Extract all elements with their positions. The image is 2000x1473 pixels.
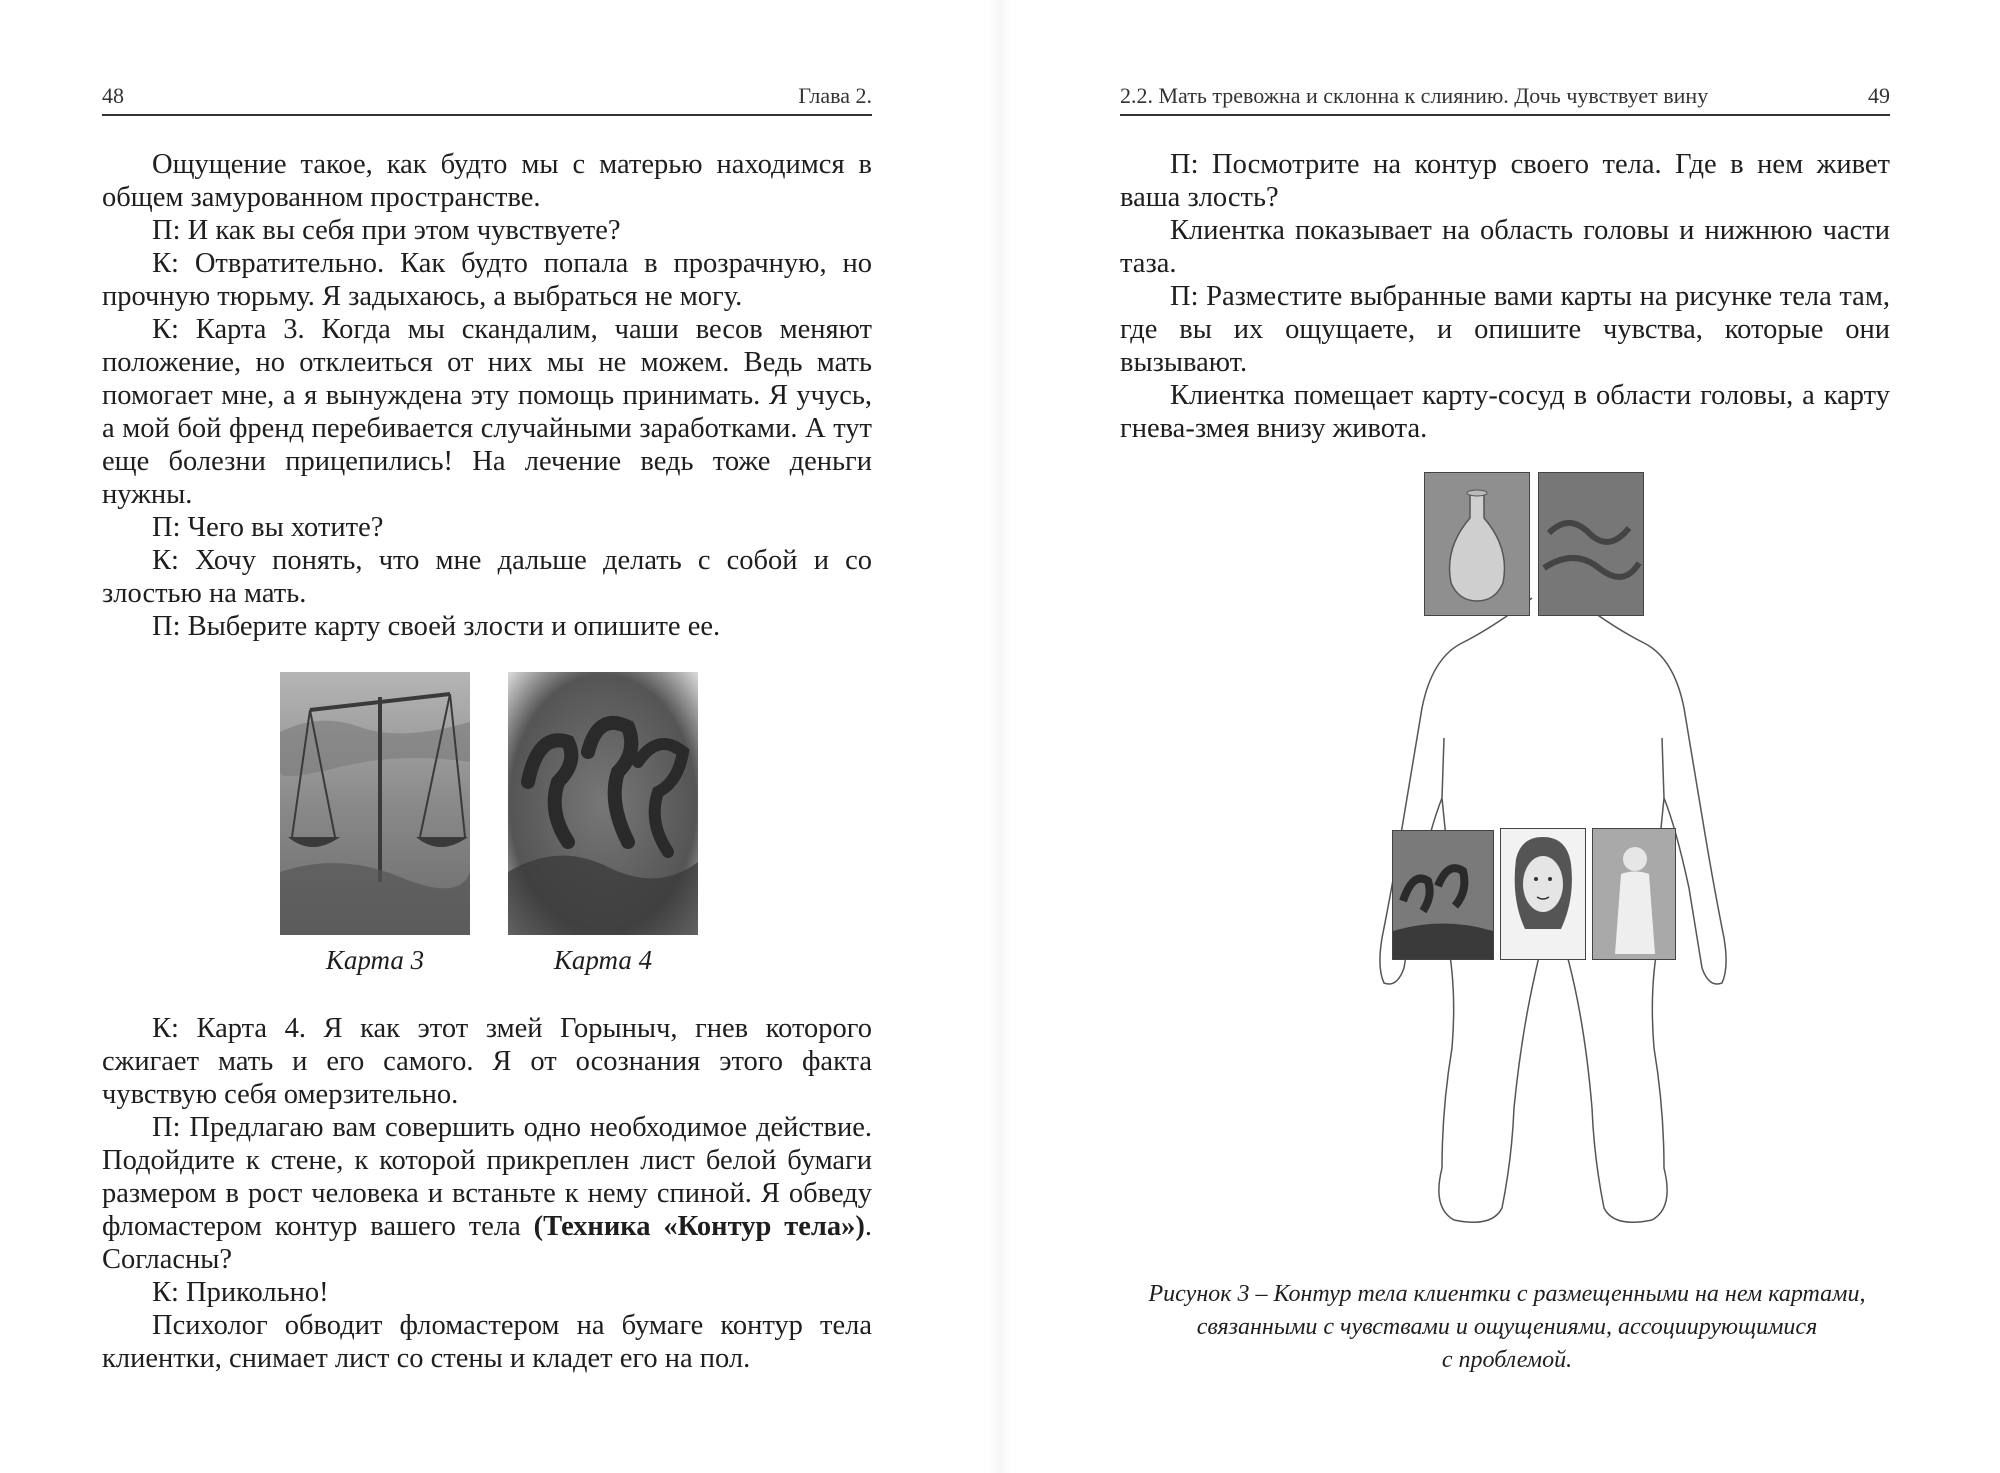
paragraph-text: . Согласны? xyxy=(102,1211,872,1275)
dragon-card-pelvis-image xyxy=(1392,830,1494,960)
body-text-bottom xyxy=(102,1012,872,1375)
paragraph: П: И как вы себя при этом чувствуете? xyxy=(152,215,621,246)
running-head xyxy=(1120,74,1890,116)
paragraph: П: Посмотрите на контур своего тела. Где в нем живет ваша злость? xyxy=(1120,149,1890,213)
card-3-scales-image xyxy=(280,672,470,935)
figure-caption-line: с проблемой. xyxy=(1441,1347,1573,1373)
figure-caption xyxy=(1112,1278,1902,1377)
right-page xyxy=(1000,0,2000,1473)
figure-caption-line: связанными с чувствами и ощущениями, ассоциирующимися xyxy=(1196,1314,1818,1340)
running-head xyxy=(102,74,872,116)
body-text-top xyxy=(102,148,872,643)
paragraph: П: Выберите карту своей злости и опишите ее. xyxy=(152,611,721,642)
body-text xyxy=(1120,148,1890,445)
paragraph: К: Карта 4. Я как этот змей Горыныч, гнев которого сжигает мать и его самого. Я от осознания этого факта чувствую себя омерзительно. xyxy=(102,1013,872,1110)
paragraph: К: Хочу понять, что мне дальше делать с собой и со злостью на мать. xyxy=(102,545,872,609)
woman-portrait-card-image xyxy=(1500,828,1586,960)
page-number: 48 xyxy=(102,83,124,108)
chapter-title: Глава 2. xyxy=(798,83,872,108)
section-title: 2.2. Мать тревожна и склонна к слиянию. Дочь чувствует вину xyxy=(1120,83,1709,108)
paragraph: Ощущение такое, как будто мы с матерью находимся в общем замурованном пространстве. xyxy=(102,149,872,213)
page-number: 49 xyxy=(1868,83,1890,108)
figure-card-image xyxy=(1592,828,1676,960)
vessel-card-image xyxy=(1424,472,1530,616)
paragraph: Психолог обводит фломастером на бумаге контур тела клиентки, снимает лист со стены и кладет его на пол. xyxy=(102,1310,872,1374)
technique-name: (Техника «Контур тела») xyxy=(533,1211,865,1242)
paragraph: Клиентка показывает на область головы и нижнюю части таза. xyxy=(1120,215,1890,279)
paragraph: К: Карта 3. Когда мы скандалим, чаши весов меняют положение, но отклеиться от них мы не можем. Ведь мать помогает мне, а я вынуждена эту помощь принимать. Я учусь, а мой бой френд перебивается случайными заработками. А тут еще болезни прицепились! На лечение ведь тоже деньги нужны. xyxy=(102,314,872,510)
paragraph: К: Прикольно! xyxy=(152,1277,329,1308)
paragraph: Клиентка помещает карту-сосуд в области головы, а карту гнева-змея внизу живота. xyxy=(1120,380,1890,444)
paragraph: П: Разместите выбранные вами карты на рисунке тела там, где вы их ощущаете, и опишите чувства, которые они вызывают. xyxy=(1120,281,1890,378)
dragon-card-head-image xyxy=(1538,472,1644,616)
paragraph: К: Отвратительно. Как будто попала в прозрачную, но прочную тюрьму. Я задыхаюсь, а выбраться не могу. xyxy=(102,248,872,312)
card-4-caption: Карта 4 xyxy=(553,945,653,975)
paragraph: П: Чего вы хотите? xyxy=(152,512,384,543)
paragraph xyxy=(102,1111,872,1276)
figure-caption-line: Рисунок 3 – Контур тела клиентки с размещенными на нем картами, xyxy=(1148,1281,1866,1307)
card-4-dragon-image xyxy=(508,672,698,935)
paragraph-text: П: Предлагаю вам совершить одно необходимое действие. Подойдите к стене, к которой прикреплен лист белой бумаги размером в рост человека и встаньте к нему спиной. Я обведу фломастером контур вашего тела xyxy=(102,1112,872,1242)
card-3-caption: Карта 3 xyxy=(325,945,425,975)
